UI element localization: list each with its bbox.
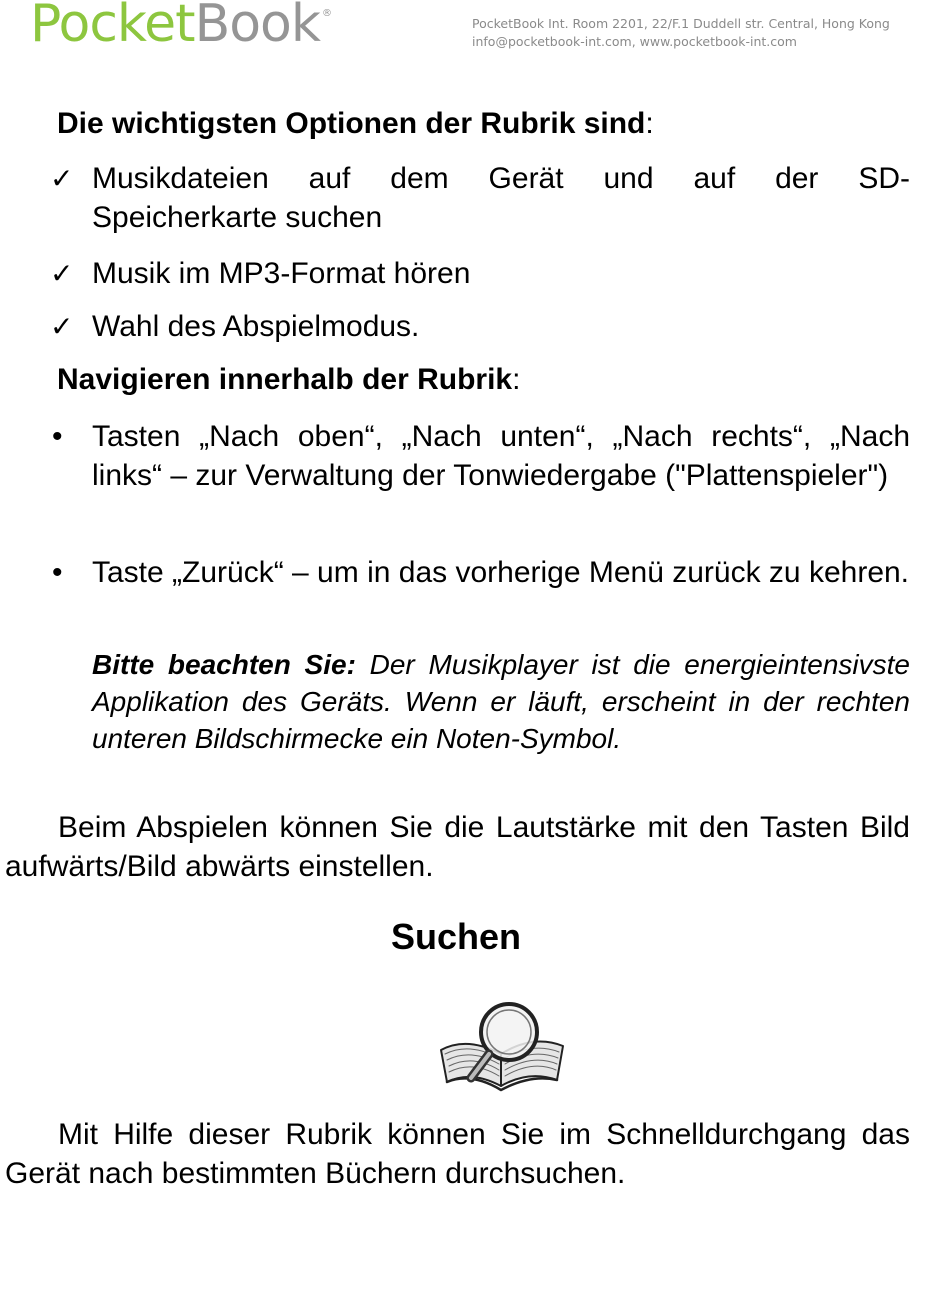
navigation-item-text: Tasten „Nach oben“, „Nach unten“, „Nach rechts“, „Nach links“ – zur Verwaltung der Tonwiedergabe ("Plattenspieler") — [92, 420, 910, 492]
navigation-item-1 — [50, 417, 910, 495]
navigation-heading-colon: : — [512, 363, 521, 396]
note-label: Bitte beachten Sie: — [92, 649, 356, 680]
page-header — [0, 0, 950, 60]
navigation-heading — [57, 362, 520, 398]
options-heading-text: Die wichtigsten Optionen der Rubrik sind — [57, 107, 646, 140]
book-magnifier-icon — [437, 998, 569, 1092]
options-item-3 — [50, 307, 910, 346]
pocketbook-logo — [30, 0, 329, 54]
logo-registered-mark: ® — [321, 8, 331, 19]
check-icon: ✓ — [50, 257, 74, 290]
search-paragraph: Mit Hilfe dieser Rubrik können Sie im Schnelldurchgang das Gerät nach bestimmten Büchern durchsuchen. — [5, 1118, 910, 1190]
logo-book: Book — [194, 0, 320, 54]
logo-pocket: Pocket — [30, 0, 195, 54]
search-section-title: Suchen — [390, 916, 522, 957]
check-icon: ✓ — [50, 310, 74, 343]
volume-paragraph: Beim Abspielen können Sie die Lautstärke mit den Tasten Bild aufwärts/Bild abwärts einstellen. — [5, 811, 910, 883]
note-block — [92, 646, 910, 757]
note-text: Der Musikplayer ist die energieintensivste Applikation des Geräts. Wenn er läuft, erscheint in der rechten unteren Bildschirmecke ein Noten-Symbol. — [92, 649, 910, 754]
contact-address: PocketBook Int. Room 2201, 22/F.1 Duddell str. Central, Hong Kong — [472, 16, 890, 31]
navigation-heading-text: Navigieren innerhalb der Rubrik — [57, 363, 513, 396]
options-item-1 — [50, 159, 910, 237]
options-item-text-cont: Speicherkarte suchen — [92, 201, 383, 234]
options-heading — [57, 106, 654, 142]
options-heading-colon: : — [645, 107, 654, 140]
contact-info — [472, 15, 890, 51]
check-icon: ✓ — [50, 162, 74, 195]
options-item-text: Musik im MP3-Format hören — [92, 257, 471, 290]
options-item-text: Wahl des Abspielmodus. — [92, 310, 420, 343]
bullet-icon: • — [52, 420, 63, 453]
options-item-2 — [50, 254, 910, 293]
navigation-item-2 — [50, 553, 910, 592]
options-item-text: Musikdateien auf dem Gerät und auf der SD- — [92, 162, 910, 195]
navigation-item-text: Taste „Zurück“ – um in das vorherige Menü zurück zu kehren. — [92, 556, 910, 589]
bullet-icon: • — [52, 556, 63, 589]
contact-email-web: info@pocketbook-int.com, www.pocketbook-int.com — [472, 34, 797, 49]
